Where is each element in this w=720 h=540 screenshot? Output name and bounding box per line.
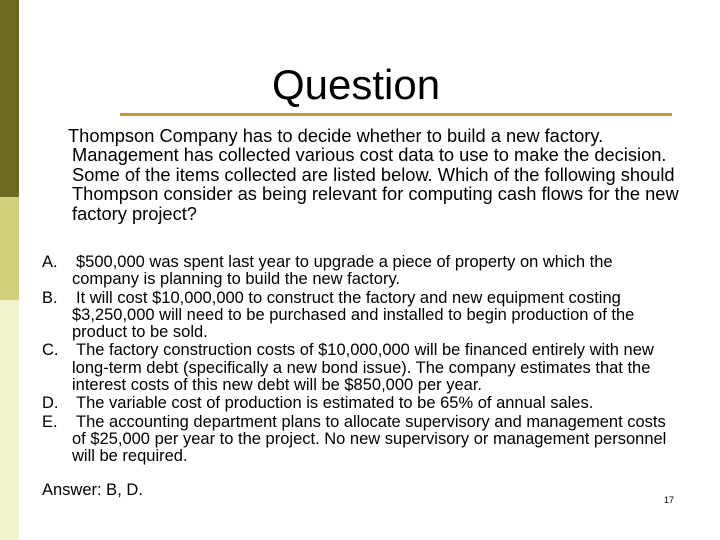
slide-title: Question [272,61,441,108]
answer-line: Answer: B, D. [42,481,143,499]
option-letter: C. [42,341,59,360]
option-text: The factory construction costs of $10,000,000 will be financed entirely with new long-term debt (specifically a new bond issue). The company estimates that the interest costs of this new debt will be $850,000 per year. [72,341,654,395]
option-letter: D. [42,394,59,413]
question-text: Thompson Company has to decide whether to build a new factory. Management has collected various cost data to use to make the decision. Some of the items collected are listed below. Which of the following should Thompson consider as being relevant for computing cash flows for the new factory project? [68,125,679,224]
sidebar-band-light [0,300,19,540]
option-text: The accounting department plans to allocate supervisory and management costs of $25,000 per year to the project. No new supervisory or management personnel will be required. [72,412,667,466]
option-d [42,395,682,412]
option-e [42,414,682,466]
option-letter: B. [42,288,58,307]
page-number: 17 [664,495,675,505]
option-letter: E. [42,412,58,431]
option-letter: A. [42,253,58,271]
option-text: It will cost $10,000,000 to construct the factory and new equipment costing $3,250,000 will need to be purchased and installed to begin production of the product to be sold. [72,288,635,342]
title-underline [120,113,672,116]
option-b [42,290,682,342]
sidebar-band-dark [0,0,19,197]
answer-options-list [42,254,682,467]
option-c [42,342,682,394]
option-a [42,254,682,289]
option-text: The variable cost of production is estimated to be 65% of annual sales. [76,394,594,413]
sidebar-band-mid [0,197,19,300]
option-text: $500,000 was spent last year to upgrade a piece of property on which the company is planning to build the new factory. [72,253,613,289]
